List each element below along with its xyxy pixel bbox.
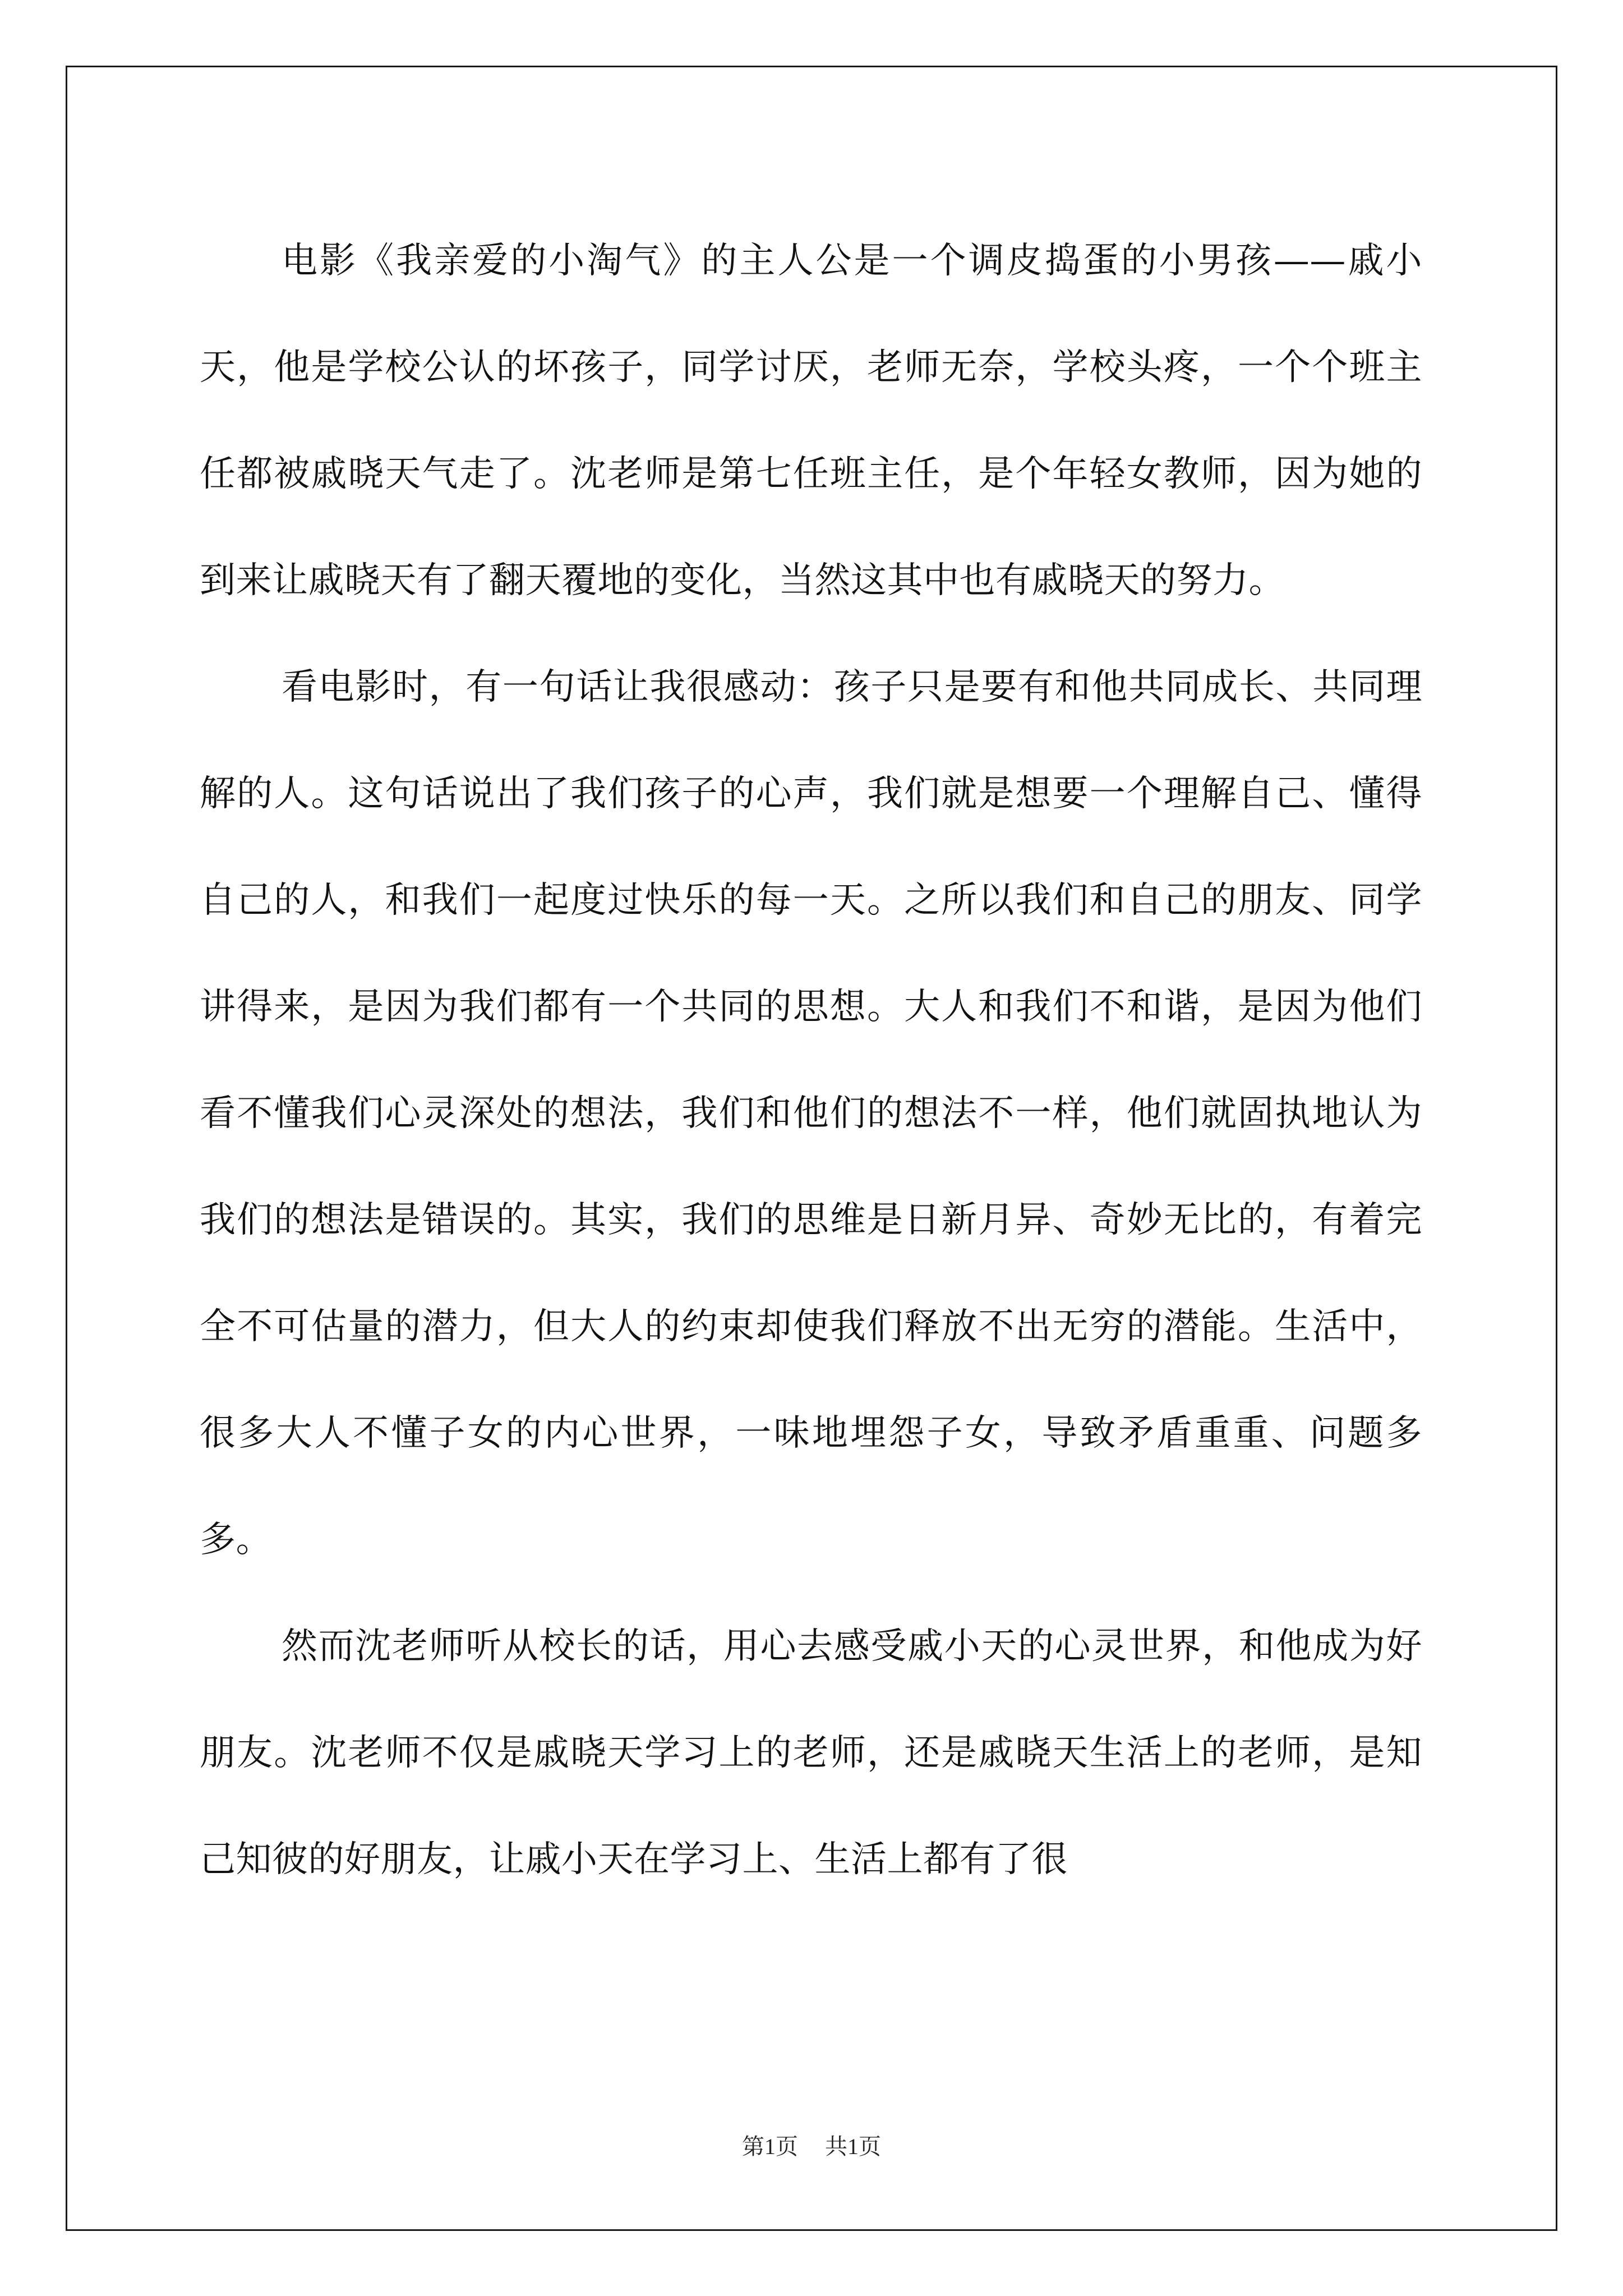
paragraph-3: 然而沈老师听从校长的话，用心去感受戚小天的心灵世界，和他成为好朋友。沈老师不仅是戚晓天学习上的老师，还是戚晓天生活上的老师，是知己知彼的好朋友，让戚小天在学习上、生活上都有了很 bbox=[200, 1626, 1422, 1880]
paragraph-2: 看电影时，有一句话让我很感动：孩子只是要有和他共同成长、共同理解的人。这句话说出了我们孩子的心声，我们就是想要一个理解自己、懂得自己的人，和我们一起度过快乐的每一天。之所以我们和自己的朋友、同学讲得来，是因为我们都有一个共同的思想。大人和我们不和谐，是因为他们看不懂我们心灵深处的想法，我们和他们的想法不一样，他们就固执地认为我们的想法是错误的。其实，我们的思维是日新月异、奇妙无比的，有着完全不可估量的潜力，但大人的约束却使我们释放不出无穷的潜能。生活中，很多大人不懂子女的内心世界，一味地埋怨子女，导致矛盾重重、问题多多。 bbox=[200, 666, 1422, 1561]
page-total: 共1页 bbox=[825, 2134, 881, 2159]
paragraph-1: 电影《我亲爱的小淘气》的主人公是一个调皮捣蛋的小男孩——戚小天，他是学校公认的坏孩子，同学讨厌，老师无奈，学校头疼，一个个班主任都被戚晓天气走了。沈老师是第七任班主任，是个年轻女教师，因为她的到来让戚晓天有了翻天覆地的变化，当然这其中也有戚晓天的努力。 bbox=[200, 240, 1422, 601]
page-number: 第1页 bbox=[742, 2134, 798, 2159]
document-body bbox=[200, 208, 1422, 1913]
page-footer bbox=[0, 2129, 1623, 2161]
